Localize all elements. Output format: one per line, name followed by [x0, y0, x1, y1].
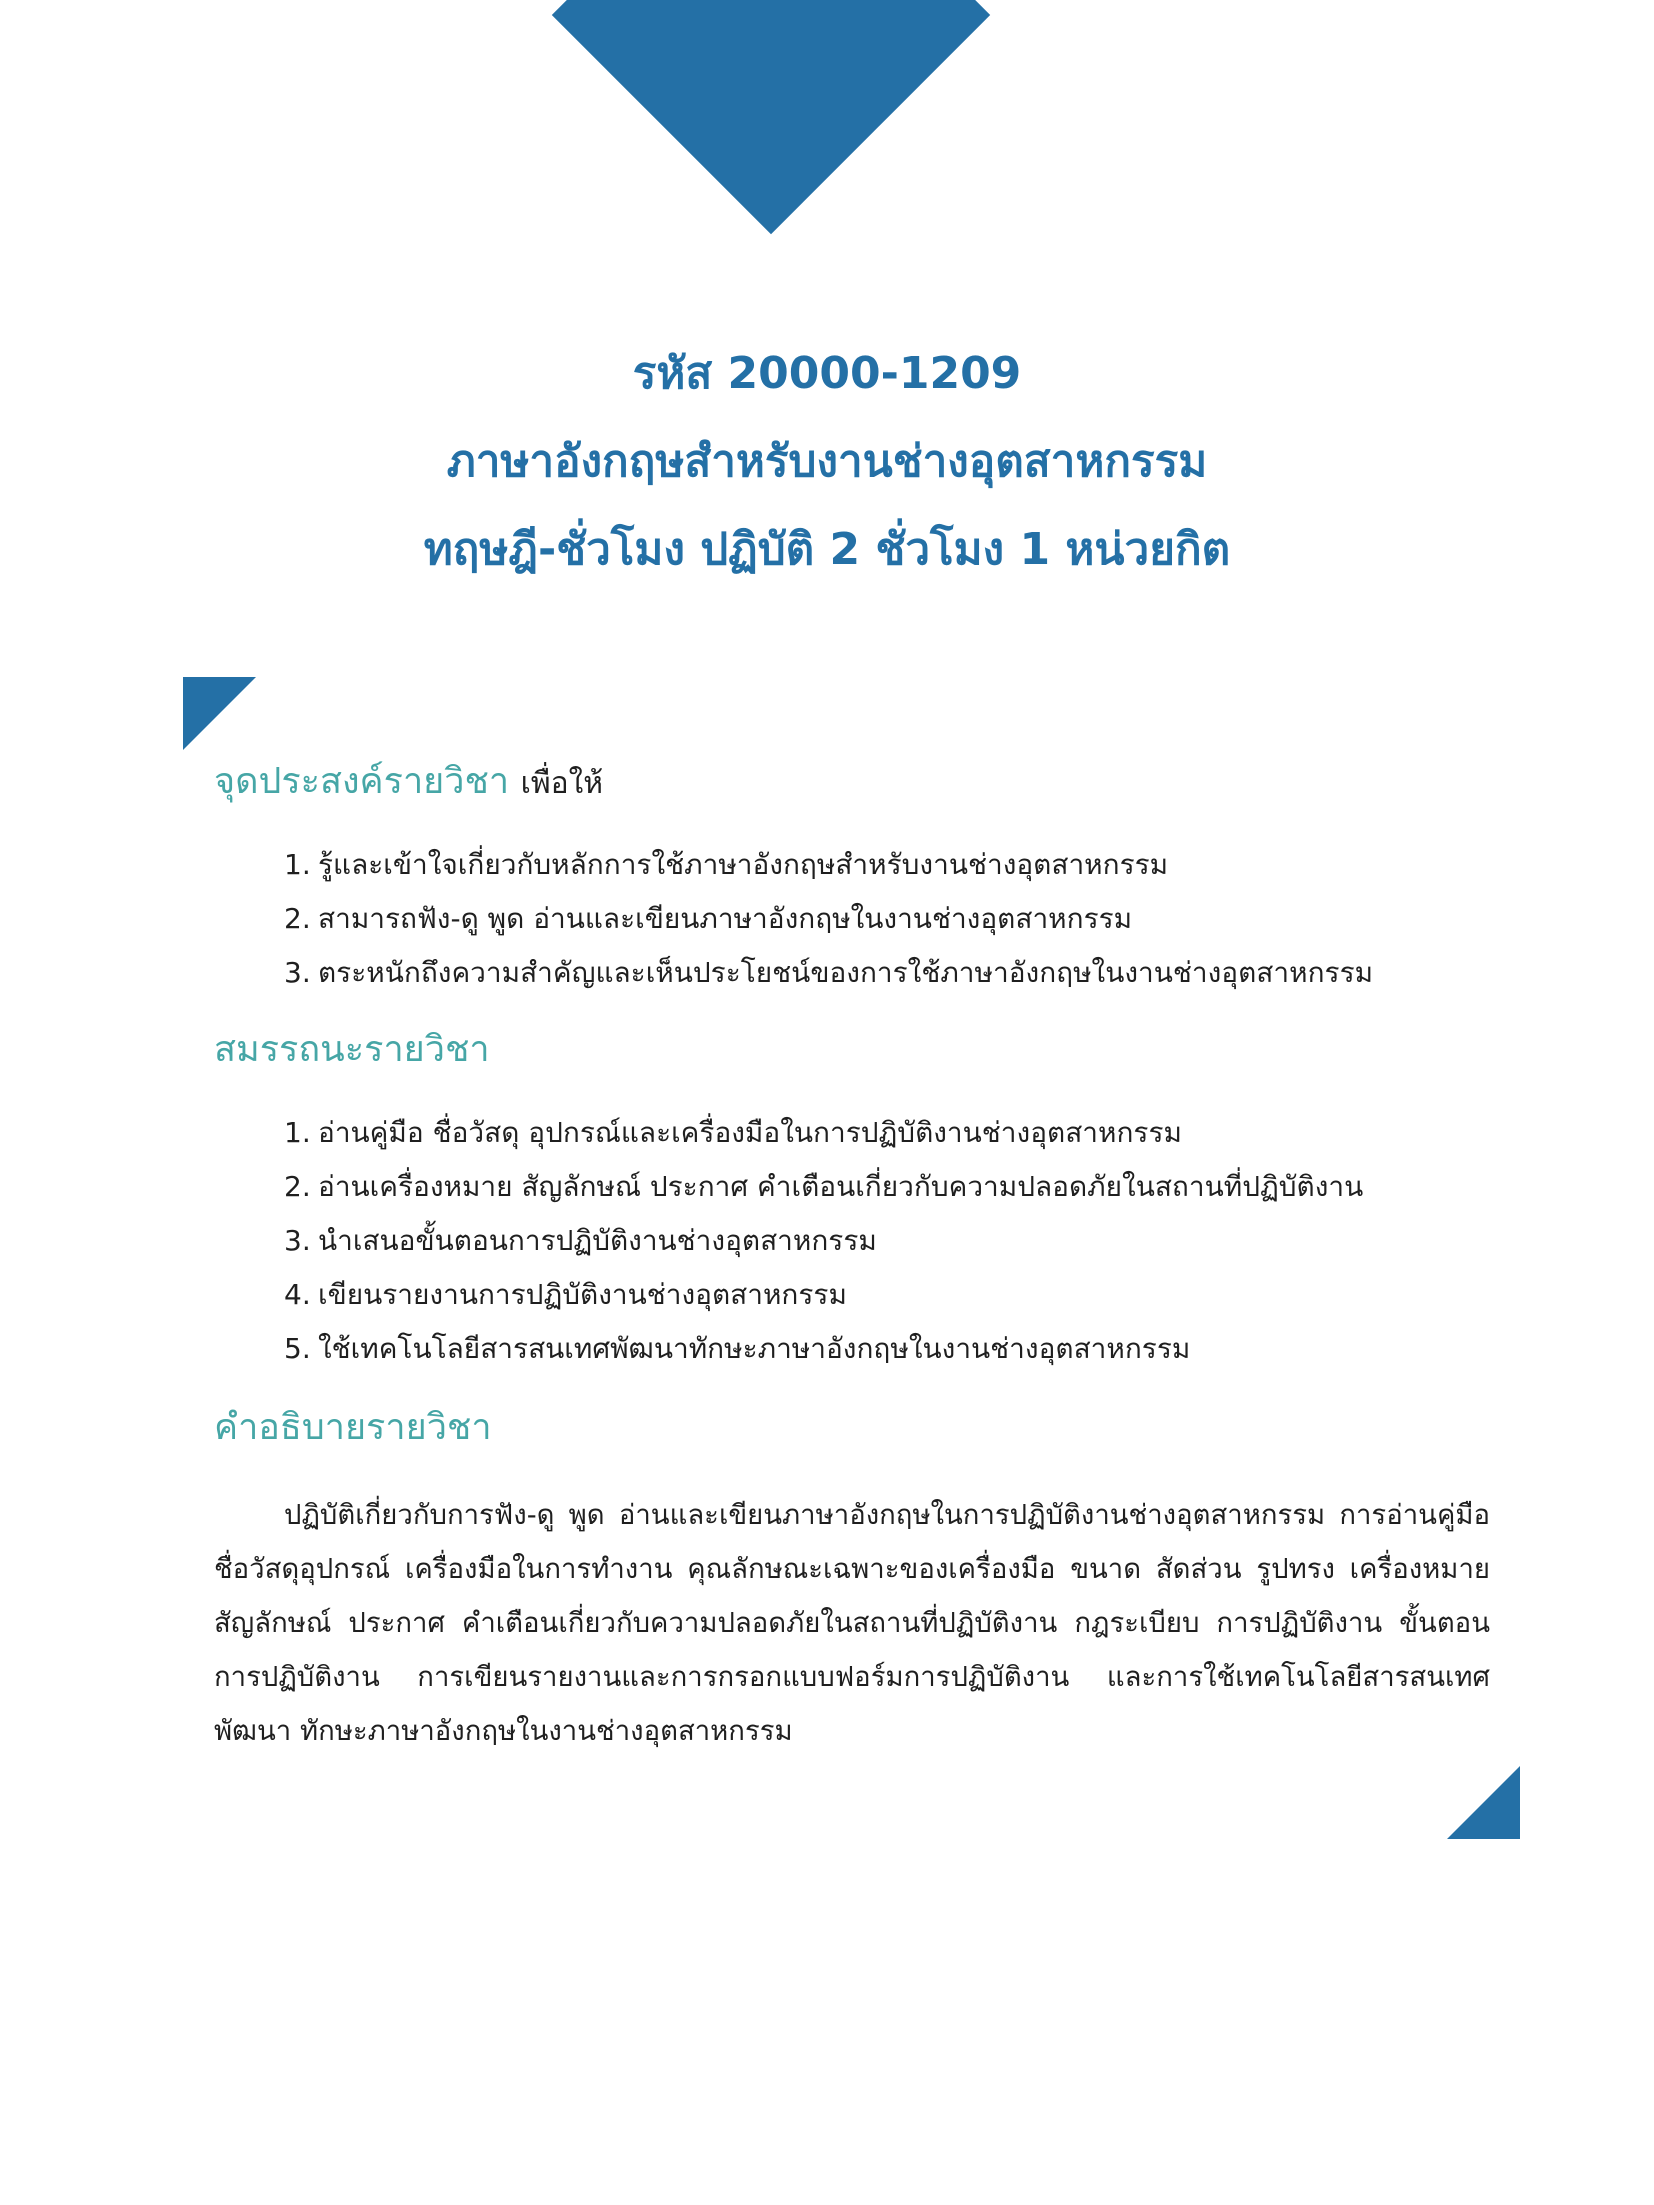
objectives-heading-suffix: เพื่อให้	[520, 766, 604, 801]
decorative-corner-triangle-bottom	[1447, 1766, 1520, 1839]
list-item-text: ใช้เทคโนโลยีสารสนเทศพัฒนาทักษะภาษาอังกฤษในงานช่างอุตสาหกรรม	[318, 1332, 1191, 1365]
list-item-text: อ่านคู่มือ ชื่อวัสดุ อุปกรณ์และเครื่องมือในการปฏิบัติงานช่างอุตสาหกรรม	[318, 1116, 1182, 1149]
course-title-block	[0, 330, 1654, 594]
list-item-number: 3.	[284, 956, 311, 989]
list-item	[284, 838, 1373, 892]
list-item-text: ตระหนักถึงความสำคัญและเห็นประโยชน์ของการใช้ภาษาอังกฤษในงานช่างอุตสาหกรรม	[318, 956, 1374, 989]
list-item-number: 2.	[284, 902, 311, 935]
list-item	[284, 1268, 1363, 1322]
objectives-list	[284, 838, 1373, 1000]
list-item	[284, 1160, 1363, 1214]
decorative-diamond	[552, 0, 990, 234]
list-item-number: 2.	[284, 1170, 311, 1203]
list-item-number: 3.	[284, 1224, 311, 1257]
list-item-number: 4.	[284, 1278, 311, 1311]
list-item	[284, 1214, 1363, 1268]
list-item-text: นำเสนอขั้นตอนการปฏิบัติงานช่างอุตสาหกรรม	[318, 1224, 877, 1257]
list-item-number: 5.	[284, 1332, 311, 1365]
list-item	[284, 892, 1373, 946]
list-item-text: เขียนรายงานการปฏิบัติงานช่างอุตสาหกรรม	[318, 1278, 847, 1311]
description-heading	[214, 1406, 492, 1450]
competencies-list	[284, 1106, 1363, 1376]
list-item-text: อ่านเครื่องหมาย สัญลักษณ์ ประกาศ คำเตือนเกี่ยวกับความปลอดภัยในสถานที่ปฏิบัติงาน	[318, 1170, 1364, 1203]
competencies-heading	[214, 1028, 490, 1072]
objectives-heading	[214, 760, 603, 806]
objectives-heading-text: จุดประสงค์รายวิชา	[214, 761, 510, 802]
competencies-heading-text: สมรรถนะรายวิชา	[214, 1029, 490, 1070]
list-item-text: สามารถฟัง-ดู พูด อ่านและเขียนภาษาอังกฤษในงานช่างอุตสาหกรรม	[318, 902, 1133, 935]
list-item	[284, 1322, 1363, 1376]
list-item-number: 1.	[284, 848, 311, 881]
description-heading-text: คำอธิบายรายวิชา	[214, 1407, 492, 1448]
list-item	[284, 946, 1373, 1000]
description-paragraph: ปฏิบัติเกี่ยวกับการฟัง-ดู พูด อ่านและเขียนภาษาอังกฤษในการปฏิบัติงานช่างอุตสาหกรรม การอ่านคู่มือ ชื่อวัสดุอุปกรณ์ เครื่องมือในการทำงาน คุณลักษณะเฉพาะของเครื่องมือ ขนาด สัดส่วน รูปทรง เครื่องหมาย สัญลักษณ์ ประกาศ คำเตือนเกี่ยวกับความปลอดภัยในสถานที่ปฏิบัติงาน กฎระเบียบ การปฏิบัติงาน ขั้นตอน การปฏิบัติงาน การเขียนรายงานและการกรอกแบบฟอร์มการปฏิบัติงาน และการใช้เทคโนโลยีสารสนเทศพัฒนา ทักษะภาษาอังกฤษในงานช่างอุตสาหกรรม	[214, 1499, 1490, 1747]
course-name: ภาษาอังกฤษสำหรับงานช่างอุตสาหกรรม	[446, 436, 1208, 487]
list-item-text: รู้และเข้าใจเกี่ยวกับหลักการใช้ภาษาอังกฤษสำหรับงานช่างอุตสาหกรรม	[318, 848, 1169, 881]
course-hours: ทฤษฎี-ชั่วโมง ปฏิบัติ 2 ชั่วโมง 1 หน่วยกิต	[423, 524, 1231, 575]
course-code: รหัส 20000-1209	[632, 348, 1022, 399]
list-item	[284, 1106, 1363, 1160]
decorative-corner-triangle-top	[183, 677, 256, 750]
list-item-number: 1.	[284, 1116, 311, 1149]
